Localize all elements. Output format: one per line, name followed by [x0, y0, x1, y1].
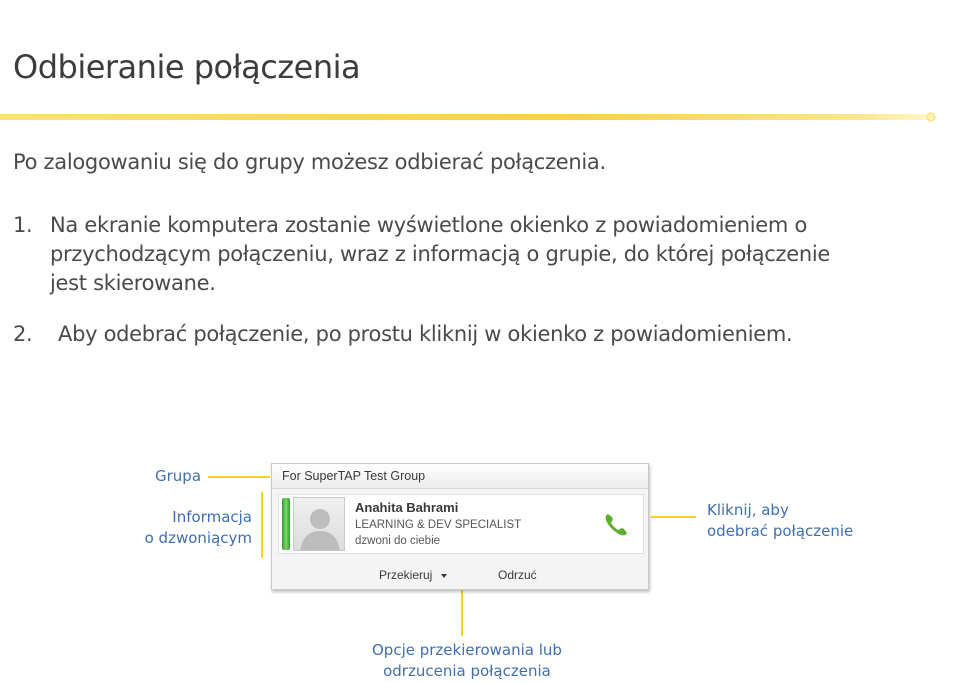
caller-status: dzwoni do ciebie	[355, 535, 441, 547]
title-underline	[0, 114, 932, 120]
step-1-number: 1.	[13, 213, 33, 237]
notification-group-header: For SuperTAP Test Group	[272, 464, 648, 489]
phone-icon[interactable]	[602, 511, 630, 539]
callout-caller-info-line	[261, 492, 263, 558]
chevron-down-icon	[441, 574, 447, 578]
step-2-text: Aby odebrać połączenie, po prostu kliknij w okienko z powiadomieniem.	[58, 322, 793, 346]
caller-name: Anahita Bahrami	[355, 500, 459, 515]
callout-caller-info	[140, 507, 252, 549]
callout-group: Grupa	[155, 467, 202, 485]
intro-text: Po zalogowaniu się do grupy możesz odbierać połączenia.	[13, 150, 606, 174]
redirect-button[interactable]	[379, 568, 447, 582]
callout-click-answer-line1: Kliknij, aby	[707, 501, 789, 519]
avatar-placeholder-icon	[293, 497, 345, 551]
callout-options-line2: odrzucenia połączenia	[383, 662, 551, 680]
callout-click-answer-line2: odebrać połączenie	[707, 522, 854, 540]
callout-options-line	[461, 582, 463, 636]
redirect-button-label: Przekieruj	[379, 568, 433, 582]
callout-options	[372, 640, 562, 682]
presence-bar	[282, 498, 290, 550]
callout-group-line	[208, 476, 270, 478]
title-underline-highlight	[926, 112, 936, 122]
notification-actions	[272, 562, 648, 590]
slide-title: Odbieranie połączenia	[13, 48, 361, 86]
incoming-call-notification[interactable]	[271, 463, 649, 590]
reject-button[interactable]: Odrzuć	[498, 568, 537, 582]
step-2-number: 2.	[13, 322, 33, 346]
step-1-text: Na ekranie komputera zostanie wyświetlone okienko z powiadomieniem o przychodzącym połączeniu, wraz z informacją o grupie, do której połączenie jest skierowane.	[50, 213, 831, 295]
notification-caller-area[interactable]	[278, 494, 644, 554]
callout-click-answer-line	[651, 516, 696, 518]
caller-title: LEARNING & DEV SPECIALIST	[355, 519, 522, 531]
callout-caller-info-line2: o dzwoniącym	[144, 529, 252, 547]
callout-options-line1: Opcje przekierowania lub	[372, 641, 562, 659]
callout-caller-info-line1: Informacja	[172, 508, 252, 526]
callout-click-answer	[707, 500, 853, 542]
